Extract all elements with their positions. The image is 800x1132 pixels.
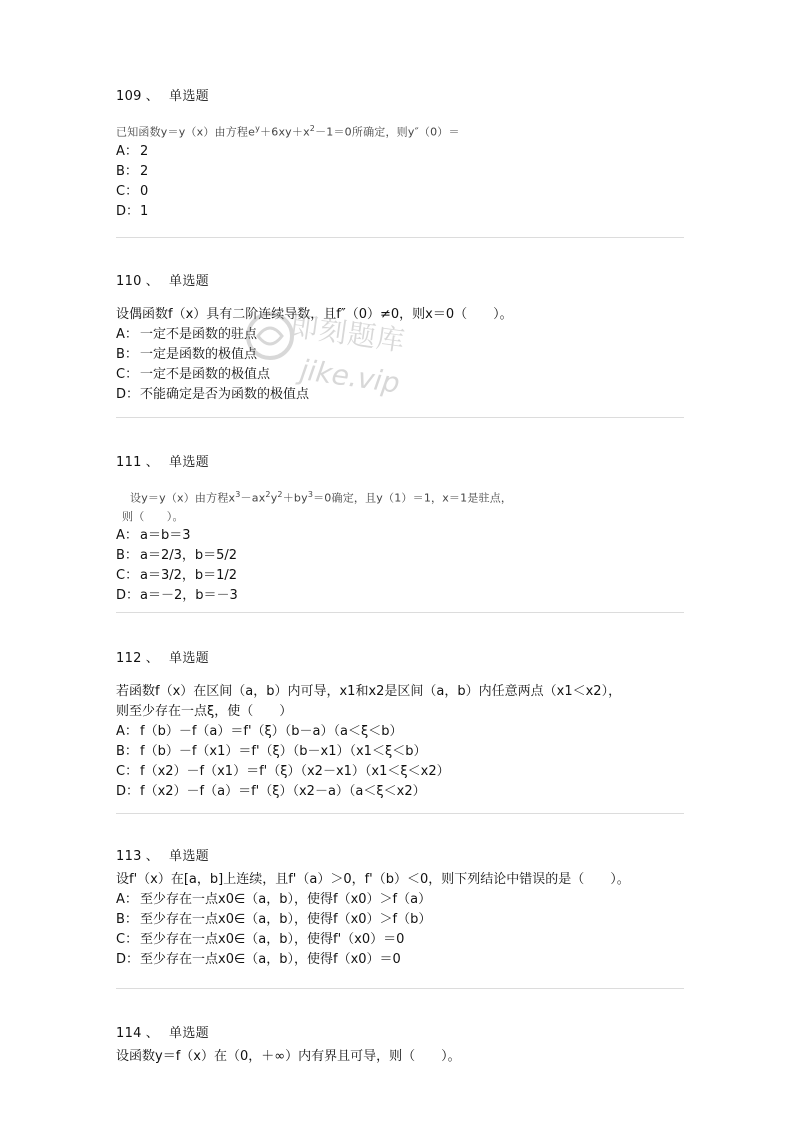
divider: [116, 813, 684, 814]
question-114: [116, 1025, 686, 1067]
question-header: [116, 1025, 686, 1043]
stem-superscript: 3: [235, 490, 241, 499]
option-text: 至少存在一点x0∈（a，b），使得f（x0）＞f（b）: [140, 912, 432, 927]
divider: [116, 417, 684, 418]
question-header: [116, 454, 686, 472]
question-number: 110: [116, 274, 142, 289]
option-key: D：: [116, 203, 140, 219]
option-text: 一定不是函数的驻点: [140, 327, 258, 342]
option-key: C：: [116, 932, 139, 947]
question-stem: [116, 486, 686, 508]
option-text: 至少存在一点x0∈（a，b），使得f（x0）＝0: [140, 952, 401, 967]
question-separator: 、: [145, 274, 160, 289]
question-type: 单选题: [169, 849, 209, 864]
option-c: [116, 930, 686, 950]
question-stem: 设f'（x）在[a，b]上连续，且f'（a）＞0，f'（b）＜0，则下列结论中错误的是（ ）。: [116, 872, 630, 887]
option-a: [116, 890, 686, 910]
stem-superscript: 2: [309, 124, 316, 133]
question-type: 单选题: [169, 651, 209, 666]
option-text: 至少存在一点x0∈（a，b），使得f'（x0）＝0: [140, 932, 405, 947]
question-number: 111: [116, 455, 142, 470]
option-key: A：: [116, 892, 138, 907]
stem-part: ＋6xy＋x: [260, 125, 310, 139]
stem-superscript: 2: [265, 490, 271, 499]
divider: [116, 612, 684, 613]
option-b: [116, 742, 686, 762]
question-number: 113: [116, 849, 142, 864]
stem-part: ＋by: [282, 491, 308, 505]
question-stem: 若函数f（x）在区间（a，b）内可导，x1和x2是区间（a，b）内任意两点（x1＜x2），: [116, 684, 622, 699]
option-text: f（b）－f（a）＝f'（ξ）（b－a）（a＜ξ＜b）: [140, 724, 403, 739]
option-key: B：: [116, 547, 138, 563]
option-key: B：: [116, 912, 138, 927]
question-109: [116, 88, 686, 222]
question-112: [116, 650, 686, 802]
divider: [116, 988, 684, 989]
stem-part: －1＝0所确定，则y″（0）＝: [315, 125, 460, 139]
option-key: A：: [116, 143, 138, 159]
option-text: a＝3/2，b＝1/2: [140, 567, 238, 583]
option-text: a＝－2，b＝－3: [140, 587, 238, 603]
question-stem-line2: 则（ ）。: [122, 509, 184, 523]
option-b: [116, 345, 686, 365]
question-header: [116, 848, 686, 866]
watermark-text: 即刻题库: [288, 309, 408, 358]
question-separator: 、: [145, 455, 160, 470]
option-b: [116, 546, 686, 566]
option-key: C：: [116, 183, 139, 199]
option-d: [116, 586, 686, 606]
option-text: 1: [140, 203, 149, 219]
question-stem: [116, 120, 686, 142]
question-header: [116, 273, 686, 291]
stem-part: 设y＝y（x）由方程x: [130, 491, 236, 505]
stem-superscript: 3: [307, 490, 314, 499]
option-text: 0: [140, 183, 149, 199]
option-c: [116, 566, 686, 586]
option-key: D：: [116, 387, 140, 402]
option-text: 不能确定是否为函数的极值点: [140, 387, 310, 402]
option-key: D：: [116, 784, 140, 799]
option-key: B：: [116, 163, 138, 179]
option-text: 一定是函数的极值点: [140, 347, 258, 362]
stem-part: ＝0确定，且y（1）＝1，x＝1是驻点，: [313, 491, 513, 505]
question-type: 单选题: [169, 1026, 209, 1041]
option-d: [116, 202, 686, 222]
question-separator: 、: [145, 89, 160, 104]
option-key: C：: [116, 567, 139, 583]
stem-part: －ax: [240, 491, 266, 505]
option-a: [116, 142, 686, 162]
option-a: [116, 325, 686, 345]
option-text: 2: [140, 163, 149, 179]
stem-superscript: 2: [277, 490, 283, 499]
option-key: C：: [116, 764, 139, 779]
option-text: a＝b＝3: [140, 527, 191, 543]
question-type: 单选题: [169, 274, 209, 289]
question-type: 单选题: [169, 89, 209, 104]
question-number: 114: [116, 1026, 142, 1041]
option-text: 2: [140, 143, 149, 159]
option-text: 一定不是函数的极值点: [140, 367, 271, 382]
watermark-url: jike.vip: [298, 353, 402, 400]
option-text: f（b）－f（x1）＝f'（ξ）（b－x1）（x1＜ξ＜b）: [140, 744, 427, 759]
option-key: C：: [116, 367, 139, 382]
option-a: [116, 526, 686, 546]
stem-part: 已知函数y＝y（x）由方程e: [116, 125, 256, 139]
option-d: [116, 385, 686, 405]
option-c: [116, 182, 686, 202]
question-stem-line2: 则至少存在一点ξ，使（ ）: [116, 704, 293, 719]
option-key: D：: [116, 952, 140, 967]
question-type: 单选题: [169, 455, 209, 470]
question-header: [116, 88, 686, 106]
option-text: a＝2/3，b＝5/2: [140, 547, 238, 563]
option-key: B：: [116, 347, 138, 362]
option-d: [116, 782, 686, 802]
divider: [116, 237, 684, 238]
option-key: A：: [116, 724, 138, 739]
question-stem: 设函数y＝f（x）在（0，＋∞）内有界且可导，则（ ）。: [116, 1049, 461, 1064]
option-key: D：: [116, 587, 140, 603]
question-separator: 、: [145, 1026, 160, 1041]
stem-superscript: y: [255, 124, 261, 133]
option-b: [116, 162, 686, 182]
option-b: [116, 910, 686, 930]
option-c: [116, 762, 686, 782]
option-text: f（x2）－f（x1）＝f'（ξ）（x2－x1）（x1＜ξ＜x2）: [140, 764, 450, 779]
option-key: B：: [116, 744, 138, 759]
option-key: A：: [116, 527, 138, 543]
question-number: 112: [116, 651, 142, 666]
question-111: [116, 454, 686, 606]
stem-part: y: [270, 491, 278, 505]
option-a: [116, 722, 686, 742]
question-stem: 设偶函数f（x）具有二阶连续导数，且f″（0）≠0，则x＝0（ ）。: [116, 307, 513, 322]
option-key: A：: [116, 327, 138, 342]
question-number: 109: [116, 89, 142, 104]
question-separator: 、: [145, 849, 160, 864]
question-113: [116, 848, 686, 970]
option-text: 至少存在一点x0∈（a，b），使得f（x0）＞f（a）: [140, 892, 432, 907]
option-c: [116, 365, 686, 385]
question-header: [116, 650, 686, 668]
option-text: f（x2）－f（a）＝f'（ξ）（x2－a）（a＜ξ＜x2）: [140, 784, 426, 799]
question-separator: 、: [145, 651, 160, 666]
option-d: [116, 950, 686, 970]
question-110: [116, 273, 686, 405]
